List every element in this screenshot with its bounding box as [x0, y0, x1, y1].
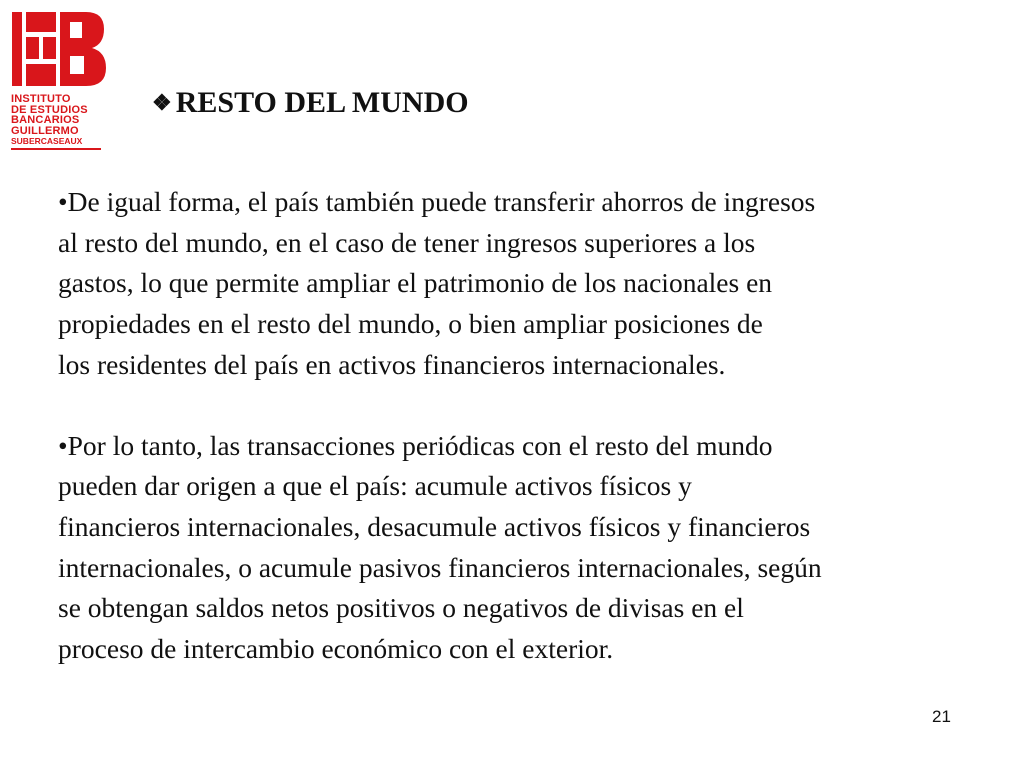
page-number: 21 [932, 707, 951, 726]
slide-body [58, 182, 1008, 710]
slide-title-text: RESTO DEL MUNDO [175, 86, 469, 119]
logo-line: INSTITUTO [11, 93, 71, 105]
logo-rule [11, 148, 101, 150]
body-paragraph: •Por lo tanto, las transacciones periódicas con el resto del mundo pueden dar origen a que el país: acumule activos físicos y financieros internacionales, desacumule activos físicos y financieros internacionales, o acumule pasivos financieros internacionales, según se obtengan saldos netos positivos o negativos de divisas en el proceso de intercambio económico con el exterior. [58, 429, 822, 665]
body-paragraph: •De igual forma, el país también puede transferir ahorros de ingresos al resto del mundo, en el caso de tener ingresos superiores a los gastos, lo que permite ampliar el patrimonio de los nacionales en propiedades en el resto del mundo, o bien ampliar posiciones de los residentes del país en activos financieros internacionales. [58, 186, 816, 380]
ieb-logo-icon [8, 10, 108, 88]
institute-logo [8, 10, 112, 150]
logo-line: GUILLERMO [11, 124, 79, 137]
slide-title [152, 86, 469, 120]
diamond-bullet-icon: ❖ [152, 90, 172, 115]
logo-line: SUBERCASEAUX [11, 136, 83, 146]
logo-text [11, 94, 112, 147]
logo-line: DE ESTUDIOS [11, 103, 88, 116]
logo-line: BANCARIOS [11, 114, 80, 126]
